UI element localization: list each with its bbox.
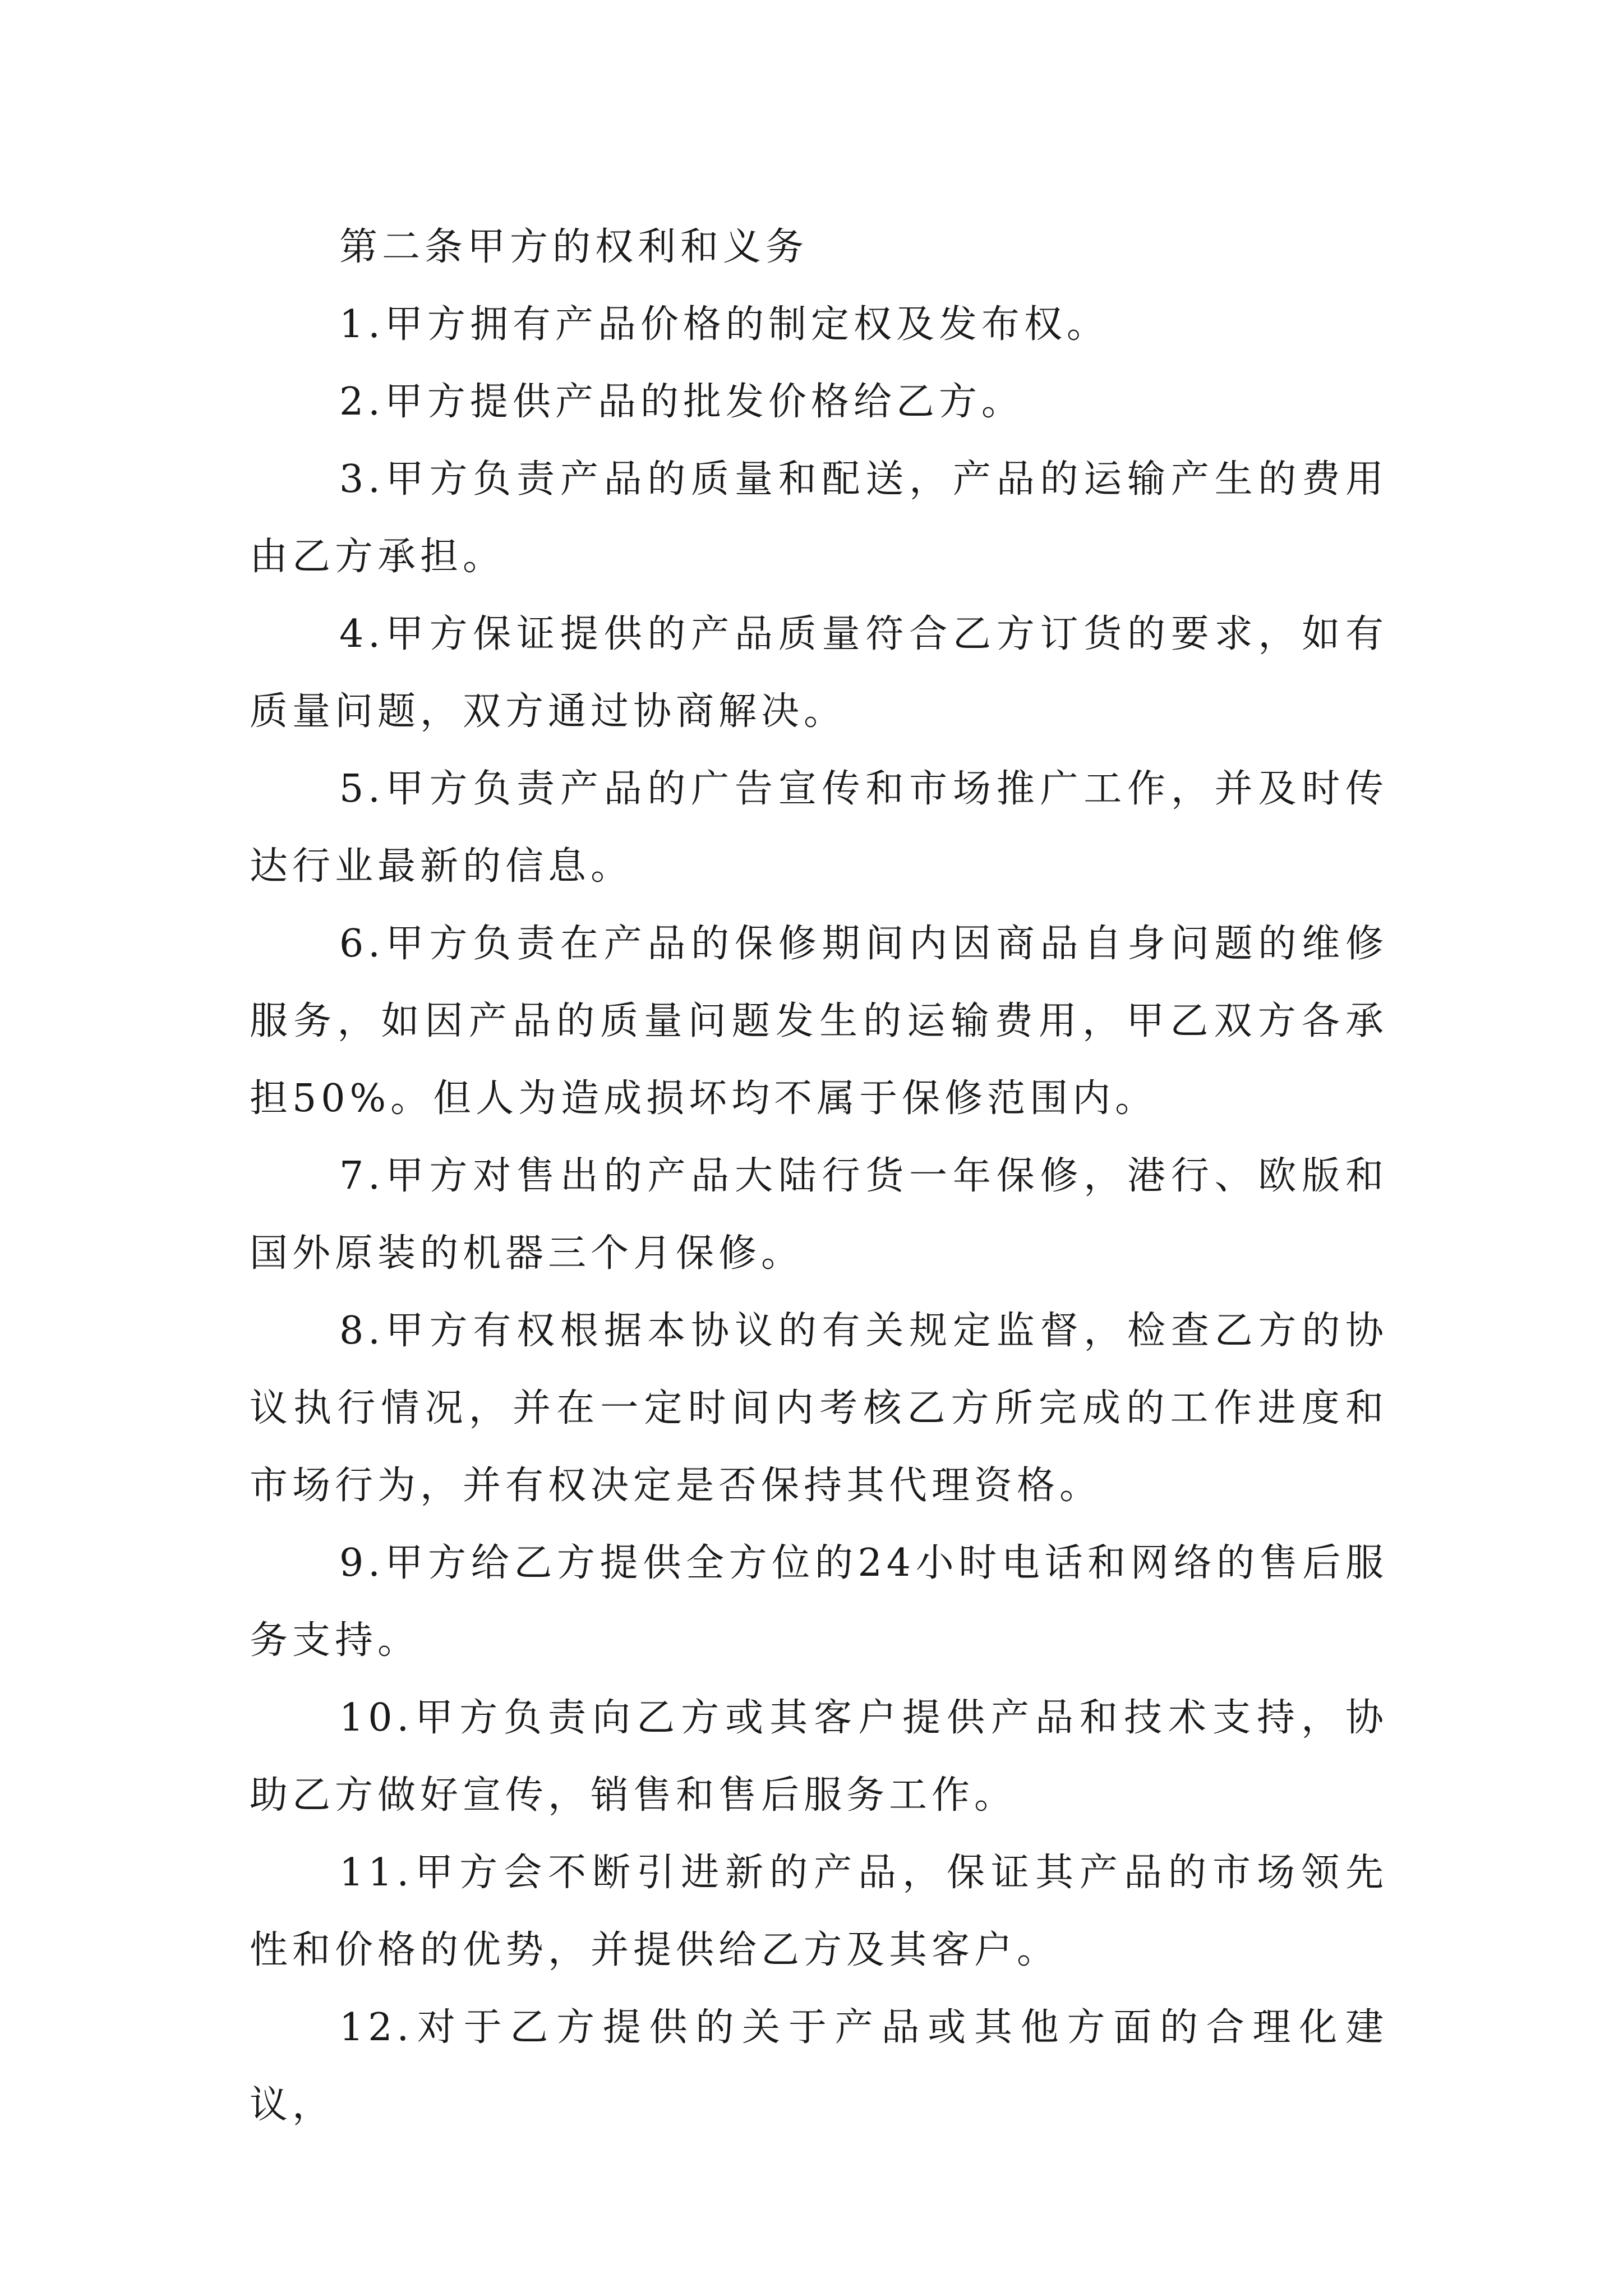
clause-12: 12.对于乙方提供的关于产品或其他方面的合理化建议， [250, 2005, 1388, 2127]
clause-8: 8.甲方有权根据本协议的有关规定监督，检查乙方的协议执行情况，并在一定时间内考核乙方所完成的工作进度和市场行为，并有权决定是否保持其代理资格。 [250, 1309, 1388, 1508]
clause-2: 2.甲方提供产品的批发价格给乙方。 [339, 380, 1024, 424]
clause-3: 3.甲方负责产品的质量和配送，产品的运输产生的费用由乙方承担。 [250, 457, 1388, 579]
clause-6: 6.甲方负责在产品的保修期间内因商品自身问题的维修服务，如因产品的质量问题发生的运输费用，甲乙双方各承担50%。但人为造成损坏均不属于保修范围内。 [250, 922, 1388, 1121]
clause-9: 9.甲方给乙方提供全方位的24小时电话和网络的售后服务支持。 [250, 1541, 1388, 1663]
clause-1: 1.甲方拥有产品价格的制定权及发布权。 [339, 302, 1109, 347]
clause-11: 11.甲方会不断引进新的产品，保证其产品的市场领先性和价格的优势，并提供给乙方及其客户。 [250, 1851, 1388, 1972]
clause-5: 5.甲方负责产品的广告宣传和市场推广工作，并及时传达行业最新的信息。 [250, 767, 1388, 889]
document-body [250, 209, 1388, 2144]
clause-4: 4.甲方保证提供的产品质量符合乙方订货的要求，如有质量问题，双方通过协商解决。 [250, 612, 1388, 734]
section-heading: 第二条甲方的权利和义务 [339, 225, 809, 269]
clause-7: 7.甲方对售出的产品大陆行货一年保修，港行、欧版和国外原装的机器三个月保修。 [250, 1154, 1388, 1276]
clause-10: 10.甲方负责向乙方或其客户提供产品和技术支持，协助乙方做好宣传，销售和售后服务工作。 [250, 1696, 1388, 1818]
